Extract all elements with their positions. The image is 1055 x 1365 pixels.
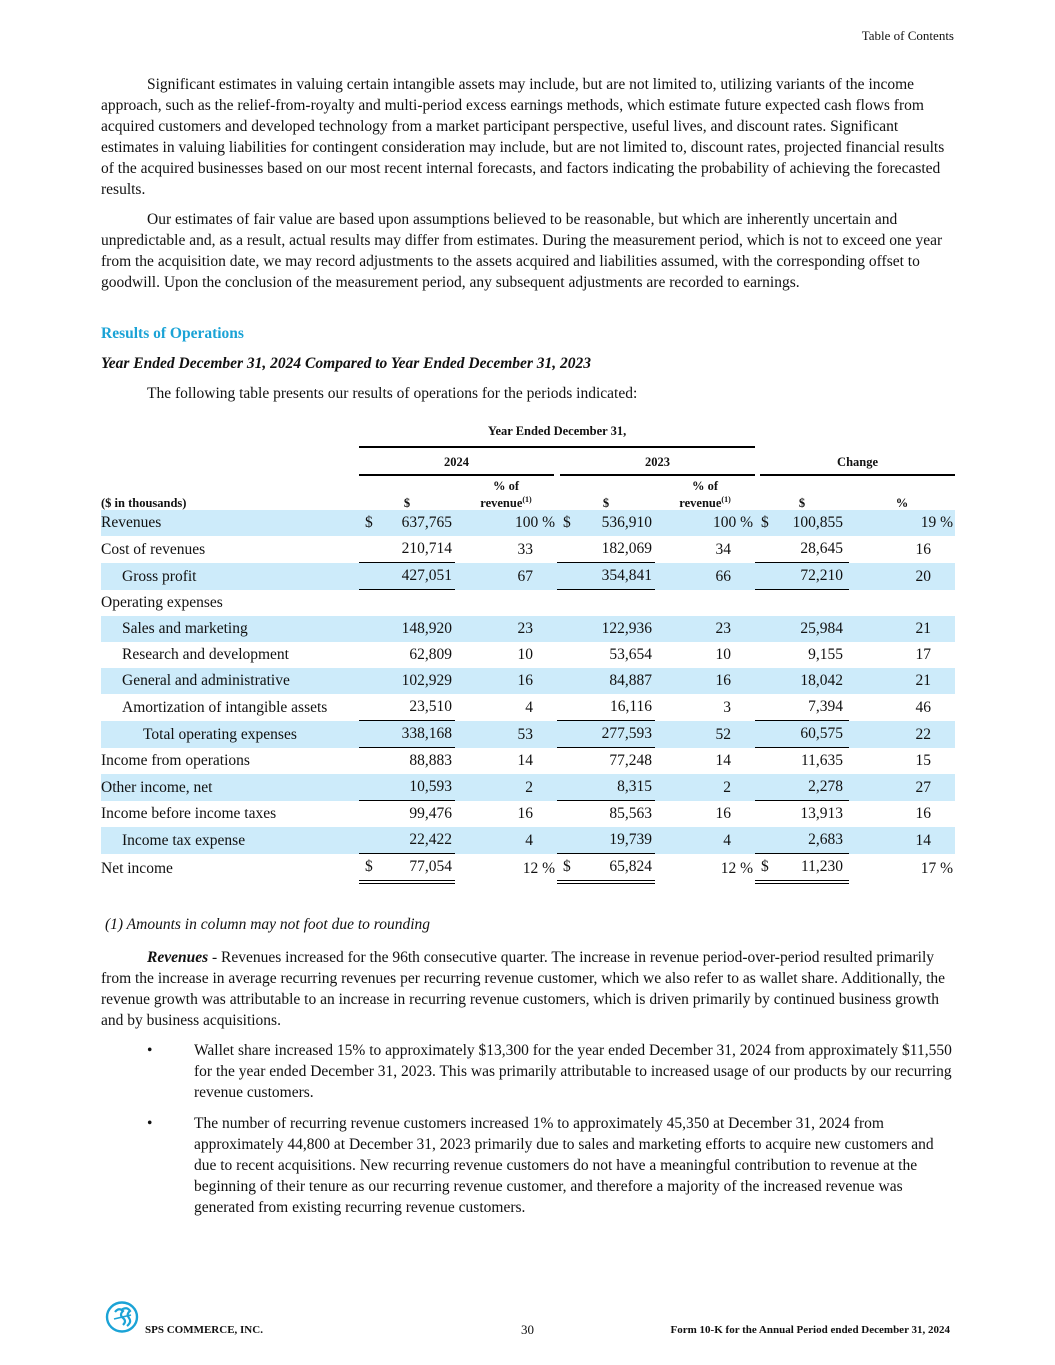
header-row-columns (101, 476, 955, 510)
currency-symbol (755, 563, 777, 590)
value-2024: 10,593 (379, 774, 455, 801)
pct-2024: 10 (517, 646, 533, 663)
pct-2024: 33 (517, 540, 533, 558)
currency-symbol: $ (359, 510, 379, 536)
pct-2023: 16 (655, 668, 755, 694)
pct-change: 46 (915, 698, 932, 716)
value-2023: 65,824 (579, 854, 655, 884)
header-row-group (101, 418, 955, 448)
value-2024: 102,929 (379, 668, 455, 694)
row-label: Income before income taxes (101, 805, 277, 822)
value-2024: 427,051 (379, 563, 455, 590)
col-2023-dollar: $ (602, 496, 610, 510)
value-2024: 88,883 (409, 752, 452, 769)
pct-change (849, 590, 955, 616)
pct-2024: 2 (455, 774, 557, 801)
currency-symbol (359, 801, 379, 827)
pct-2024: 16 (517, 805, 533, 822)
currency-symbol (557, 721, 579, 748)
value-2023: 84,887 (579, 668, 655, 694)
currency-symbol (359, 616, 379, 642)
pct-2023: 66 (655, 563, 755, 590)
pct-2024: 4 (455, 827, 557, 854)
value-change: 9,155 (808, 646, 844, 663)
bullet-icon: • (147, 1115, 153, 1132)
currency-symbol (359, 694, 379, 721)
value-2024: 23,510 (379, 694, 455, 721)
pct-2024 (455, 590, 557, 616)
company-name: SPS COMMERCE, INC. (145, 1324, 263, 1336)
col-change-pct: % (895, 496, 909, 510)
table-row (101, 668, 955, 694)
currency-symbol (359, 748, 379, 774)
pct-change: 14 (849, 827, 955, 854)
bullet-icon: • (147, 1042, 153, 1059)
currency-symbol (359, 668, 379, 694)
header-row-years (101, 448, 955, 476)
row-label: Sales and marketing (101, 616, 359, 642)
value-2023: 85,563 (609, 805, 652, 822)
value-2023: 536,910 (579, 510, 655, 536)
currency-symbol (359, 774, 379, 801)
currency-symbol (755, 642, 777, 668)
pct-2023: 10 (715, 646, 732, 663)
pct-2023: 14 (715, 752, 732, 769)
row-label: Gross profit (101, 563, 359, 590)
pct-change: 17 % (920, 860, 954, 877)
pct-change: 21 (849, 668, 955, 694)
table-row (101, 827, 955, 854)
currency-symbol: $ (359, 854, 379, 884)
change-header: Change (760, 448, 955, 476)
year-2024-header: 2024 (359, 448, 554, 476)
row-label: Net income (101, 860, 173, 877)
currency-symbol: $ (557, 510, 579, 536)
pct-2024: 53 (455, 721, 557, 748)
currency-symbol (557, 694, 579, 721)
value-change: 13,913 (800, 805, 844, 822)
revenues-paragraph: Revenues - Revenues increased for the 96th consecutive quarter. The increase in revenue period-over-period resulted primarily from the increase in average recurring revenues per recurring revenue customer, which we also refer to as wallet share. Additionally, the revenue growth was attributable to an increase in recurring revenue customers, which is driven primarily by continued business growth and by business acquisitions. (101, 949, 946, 1029)
table-row (101, 642, 955, 668)
pct-change: 19 % (849, 510, 955, 536)
table-row (101, 616, 955, 642)
pct-change: 16 (915, 805, 932, 822)
currency-symbol (557, 563, 579, 590)
row-label: General and administrative (101, 668, 359, 694)
value-2023: 16,116 (579, 694, 655, 721)
table-of-contents-link[interactable]: Table of Contents (861, 28, 954, 43)
pct-change: 22 (849, 721, 955, 748)
pct-2024: 14 (517, 752, 533, 769)
col-2024-pct: % of revenue$^{(1)}$ (480, 478, 532, 510)
value-2023: 53,654 (609, 646, 652, 663)
currency-symbol (557, 590, 579, 616)
currency-symbol (359, 536, 379, 563)
row-label: Other income, net (101, 774, 359, 801)
currency-symbol: $ (755, 854, 777, 884)
col-2023-pct: % of revenue$^{(1)}$ (679, 478, 731, 510)
currency-symbol (557, 668, 579, 694)
bullet-customer-count: • The number of recurring revenue customers increased 1% to approximately 45,350 at December 31, 2024 from approximately 44,800 at December 31, 2023 primarily due to sales and marketing efforts to acquire new customers and due to recent acquisitions. New recurring revenue customers do not have a meaningful contribution to revenue at the beginning of their tenure as our recurring revenue customer, and therefore a majority of the increased revenue was generated from existing recurring revenue customers. (147, 1115, 934, 1216)
value-2024: 22,422 (379, 827, 455, 854)
table-row (101, 854, 955, 884)
currency-symbol (755, 827, 777, 854)
page-footer (101, 1298, 955, 1338)
value-2024: 99,476 (409, 805, 452, 822)
value-2024: 148,920 (379, 616, 455, 642)
paragraph-fair-value: Our estimates of fair value are based upon assumptions believed to be reasonable, but which are inherently uncertain and unpredictable and, as a result, actual results may differ from estimates. During the measurement period, which is not to exceed one year from the acquisition date, we may record adjustments to the assets acquired and liabilities assumed, with the corresponding offset to goodwill. Upon the conclusion of the measurement period, any subsequent adjustments are recorded to earnings. (101, 211, 943, 291)
row-label: Income tax expense (101, 827, 359, 854)
units-label: ($ in thousands) (101, 496, 187, 510)
table-intro: The following table presents our results of operations for the periods indicated: (147, 385, 638, 402)
currency-symbol (359, 721, 379, 748)
pct-2024: 4 (525, 698, 533, 716)
value-change: 11,635 (800, 752, 844, 769)
pct-change: 17 (915, 646, 932, 663)
pct-2023: 12 % (720, 860, 754, 877)
pct-change: 27 (849, 774, 955, 801)
pct-2023: 100 % (655, 510, 755, 536)
currency-symbol (557, 801, 579, 827)
table-footnote: (1) Amounts in column may not foot due to rounding (105, 916, 431, 933)
currency-symbol (359, 827, 379, 854)
form-label: Form 10-K for the Annual Period ended December 31, 2024 (670, 1324, 950, 1336)
pct-2023: 2 (655, 774, 755, 801)
pct-2023 (655, 590, 755, 616)
pct-2023: 34 (715, 540, 732, 558)
value-2023: 354,841 (579, 563, 655, 590)
value-2024: 338,168 (379, 721, 455, 748)
sps-commerce-logo-icon (105, 1300, 141, 1334)
row-label: Operating expenses (101, 594, 223, 611)
pct-2024: 12 % (522, 860, 555, 877)
pct-2023: 52 (655, 721, 755, 748)
value-change: 7,394 (777, 694, 849, 721)
revenues-lead: Revenues (147, 949, 209, 966)
section-subheading: Year Ended December 31, 2024 Compared to Year Ended December 31, 2023 (101, 355, 592, 372)
year-ended-header: Year Ended December 31, (359, 418, 755, 448)
currency-symbol (557, 536, 579, 563)
pct-2023: 4 (655, 827, 755, 854)
currency-symbol (755, 721, 777, 748)
row-label: Income from operations (101, 752, 250, 769)
table-row (101, 694, 955, 721)
table-row (101, 536, 955, 563)
currency-symbol (557, 748, 579, 774)
currency-symbol (557, 774, 579, 801)
value-2023: 277,593 (579, 721, 655, 748)
currency-symbol (557, 616, 579, 642)
pct-2024: 100 % (455, 510, 557, 536)
section-heading: Results of Operations (101, 325, 244, 342)
pct-change: 21 (849, 616, 955, 642)
pct-2024: 16 (455, 668, 557, 694)
currency-symbol (755, 748, 777, 774)
currency-symbol (359, 590, 379, 616)
currency-symbol: $ (755, 510, 777, 536)
value-2023: 182,069 (579, 536, 655, 563)
value-2024: 637,765 (379, 510, 455, 536)
pct-change: 20 (849, 563, 955, 590)
pct-2023: 16 (715, 805, 732, 822)
currency-symbol (359, 642, 379, 668)
table-row (101, 801, 955, 827)
value-change (777, 590, 849, 616)
value-change: 60,575 (777, 721, 849, 748)
currency-symbol (755, 536, 777, 563)
col-2024-dollar: $ (403, 496, 411, 510)
value-2023: 19,739 (579, 827, 655, 854)
value-2024: 62,809 (409, 646, 452, 663)
value-2023 (579, 590, 655, 616)
pct-2024: 23 (455, 616, 557, 642)
value-2023: 77,248 (609, 752, 652, 769)
value-change: 11,230 (777, 854, 849, 884)
table-row (101, 774, 955, 801)
table-row (101, 510, 955, 536)
value-2023: 122,936 (579, 616, 655, 642)
value-2024: 210,714 (379, 536, 455, 563)
currency-symbol (755, 774, 777, 801)
row-label: Research and development (122, 646, 289, 663)
pct-2023: 3 (723, 698, 732, 716)
value-2024 (379, 590, 455, 616)
currency-symbol (755, 668, 777, 694)
currency-symbol (755, 616, 777, 642)
pct-2024: 67 (455, 563, 557, 590)
row-label: Cost of revenues (101, 540, 206, 558)
value-change: 18,042 (777, 668, 849, 694)
row-label: Amortization of intangible assets (122, 698, 328, 716)
value-2023: 8,315 (579, 774, 655, 801)
table-row (101, 748, 955, 774)
row-label: Total operating expenses (101, 721, 359, 748)
value-2024: 77,054 (379, 854, 455, 884)
table-row (101, 590, 955, 616)
value-change: 25,984 (777, 616, 849, 642)
value-change: 2,278 (777, 774, 849, 801)
pct-change: 16 (915, 540, 932, 558)
table-row (101, 563, 955, 590)
currency-symbol (557, 642, 579, 668)
value-change: 2,683 (777, 827, 849, 854)
pct-change: 15 (915, 752, 932, 769)
page-content (101, 74, 955, 1228)
row-label: Revenues (101, 510, 359, 536)
year-2023-header: 2023 (560, 448, 755, 476)
results-of-operations-table (101, 418, 955, 884)
value-change: 72,210 (777, 563, 849, 590)
pct-2023: 23 (655, 616, 755, 642)
page-number: 30 (521, 1322, 534, 1337)
currency-symbol (359, 563, 379, 590)
currency-symbol (755, 694, 777, 721)
paragraph-intangible-estimates: Significant estimates in valuing certain intangible assets may include, but are not limited to, utilizing variants of the income approach, such as the relief-from-royalty and multi-period excess earnings methods, which estimate future expected cash flows from acquired customers and developed technology from a market participant perspective, useful lives, and discount rates. Significant estimates in valuing liabilities for contingent consideration may include, but are not limited to, discount rates, projected financial results of the acquired businesses based on our most recent internal forecasts, and factors indicating the probability of achieving the forecasted results. (101, 76, 945, 198)
bullet-wallet-share: • Wallet share increased 15% to approximately $13,300 for the year ended December 31, 2024 from approximately $11,550 for the year ended December 31, 2023. This was primarily attributable to increased usage of our products by our recurring revenue customers. (147, 1042, 952, 1101)
value-change: 28,645 (777, 536, 849, 563)
currency-symbol (755, 590, 777, 616)
currency-symbol (557, 827, 579, 854)
col-change-dollar: $ (798, 496, 806, 510)
table-row (101, 721, 955, 748)
value-change: 100,855 (777, 510, 849, 536)
currency-symbol (755, 801, 777, 827)
revenue-bullets (101, 1040, 955, 1218)
currency-symbol: $ (557, 854, 579, 884)
